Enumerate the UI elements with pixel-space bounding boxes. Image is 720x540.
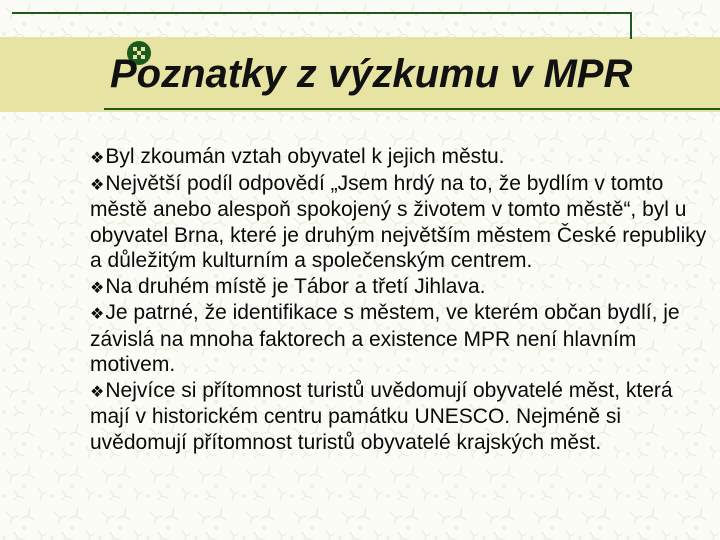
frame-line-bottom [104, 108, 720, 110]
bullet-text: Na druhém místě je Tábor a třetí Jihlava. [105, 274, 486, 298]
bullet-diamond-icon: ❖ [90, 304, 105, 323]
bullet-text: Je patrné, že identifikace s městem, ve kterém občan bydlí, je závislá na mnoha faktorech a existence MPR není hlavním motivem. [90, 301, 680, 376]
bullet-item-2 [90, 171, 710, 274]
slide-title: Poznatky z výzkumu v MPR [110, 52, 633, 96]
bullet-text: Největší podíl odpovědí „Jsem hrdý na to, že bydlím v tomto městě anebo alespoň spokojený s životem v tomto městě“, byl u obyvatel Brna, které je druhým největším městem České republiky a důležitým kulturním a společenským centrem. [90, 171, 707, 272]
bullet-item-5 [90, 378, 710, 456]
bullet-diamond-icon: ❖ [90, 148, 105, 167]
bullet-text: Byl zkoumán vztah obyvatel k jejich městu. [105, 145, 505, 168]
bullet-item-4 [90, 300, 710, 378]
bullet-diamond-icon: ❖ [90, 174, 105, 194]
bullet-diamond-icon: ❖ [90, 277, 105, 297]
bullet-item-3 [90, 274, 710, 301]
bullet-item-1 [90, 144, 710, 171]
bullet-diamond-icon: ❖ [90, 381, 105, 401]
slide-content [90, 144, 710, 455]
bullet-text: Nejvíce si přítomnost turistů uvědomují obyvatelé měst, která mají v historickém centru památku UNESCO. Nejméně si uvědomují přítomnost turistů obyvatelé krajských měst. [90, 378, 673, 454]
frame-line-top [12, 12, 632, 39]
